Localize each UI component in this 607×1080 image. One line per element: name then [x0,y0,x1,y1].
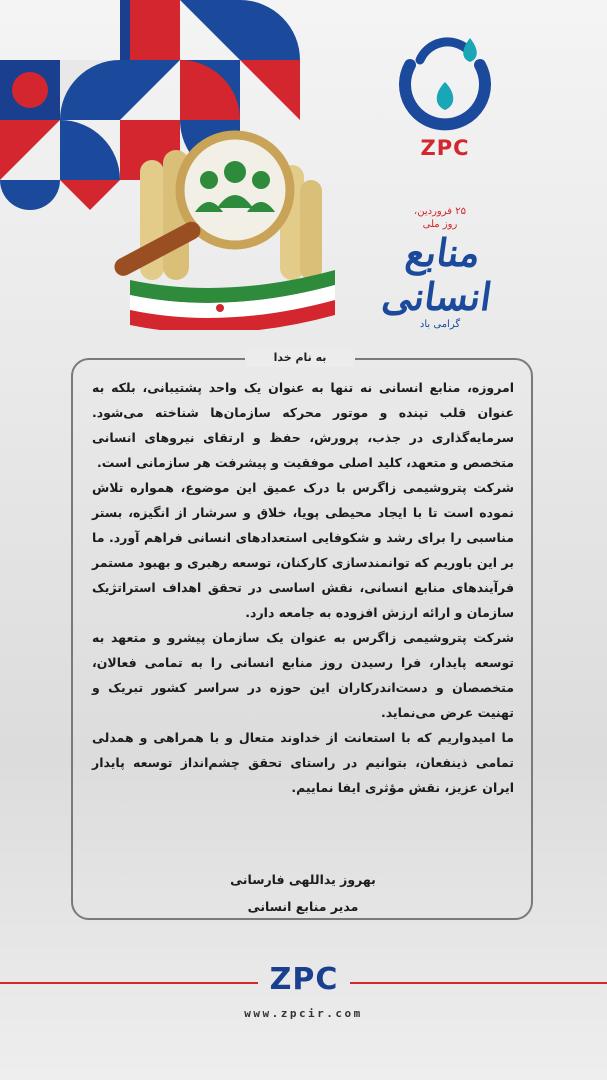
logo-text: ZPC [420,136,470,160]
occasion-title [350,205,530,330]
letter-paragraph: شرکت پتروشیمی زاگرس به عنوان یک سازمان پیشرو و متعهد به توسعه پایدار، فرا رسیدن روز منابع انسانی را به تمامی فعالان، متخصصان و دست‌اندرکاران این حوزه در سراسر کشور تبریک و تهنیت عرض می‌نماید. [92,630,514,720]
hero-illustration [85,120,365,330]
letter-paragraph: ما امیدواریم که با استعانت از خداوند متعال و با همراهی و همدلی تمامی ذینفعان، بتوانیم در راستای تحقق چشم‌انداز توسعه پایدار ایران عزیز، نقش مؤثری ایفا نماییم. [92,730,514,795]
company-logo [380,30,510,170]
title-main: منابع انسانی [379,230,495,319]
footer-logo: ZPC [269,962,339,997]
footer-divider-left [0,982,258,984]
zpc-logo-icon [390,30,500,140]
footer-url[interactable]: www.zpcir.com [244,1007,363,1020]
title-sub: گرامی باد [419,319,461,330]
letter-body [92,375,514,800]
iran-flag-icon [130,270,335,330]
title-date-sub: روز ملی [422,219,458,230]
letter-heading: به نام خدا [245,349,355,367]
footer-divider-right [350,982,607,984]
letter-paragraph: امروزه، منابع انسانی نه تنها به عنوان یک واحد پشتیبانی، بلکه به عنوان قلب تپنده و موتور محرکه سازمان‌ها شناخته می‌شود. سرمایه‌گذاری در جذب، پرورش، حفظ و ارتقای نیروهای انسانی متخصص و متعهد، کلید اصلی موفقیت و پیشرفت هر سازمانی است. [92,380,514,470]
signature-name: بهروز یداللهی فارسانی [230,872,376,887]
letter-paragraph: شرکت پتروشیمی زاگرس با درک عمیق این موضوع، همواره تلاش نموده است تا با ایجاد محیطی پویا، خلاق و سرشار از انگیزه، بستر مناسبی را برای رشد و شکوفایی استعدادهای انسانی فراهم آورد. ما بر این باوریم که توانمندسازی کارکنان، توسعه رهبری و بهبود مستمر فرآیندهای منابع انسانی، نقش اساسی در تحقق اهداف استراتژیک سازمان و ارائه ارزش افزوده به جامعه دارد. [92,480,514,620]
signature-block [92,866,514,920]
title-date: ۲۵ فروردین، [414,206,466,217]
signature-title: مدیر منابع انسانی [247,899,359,914]
